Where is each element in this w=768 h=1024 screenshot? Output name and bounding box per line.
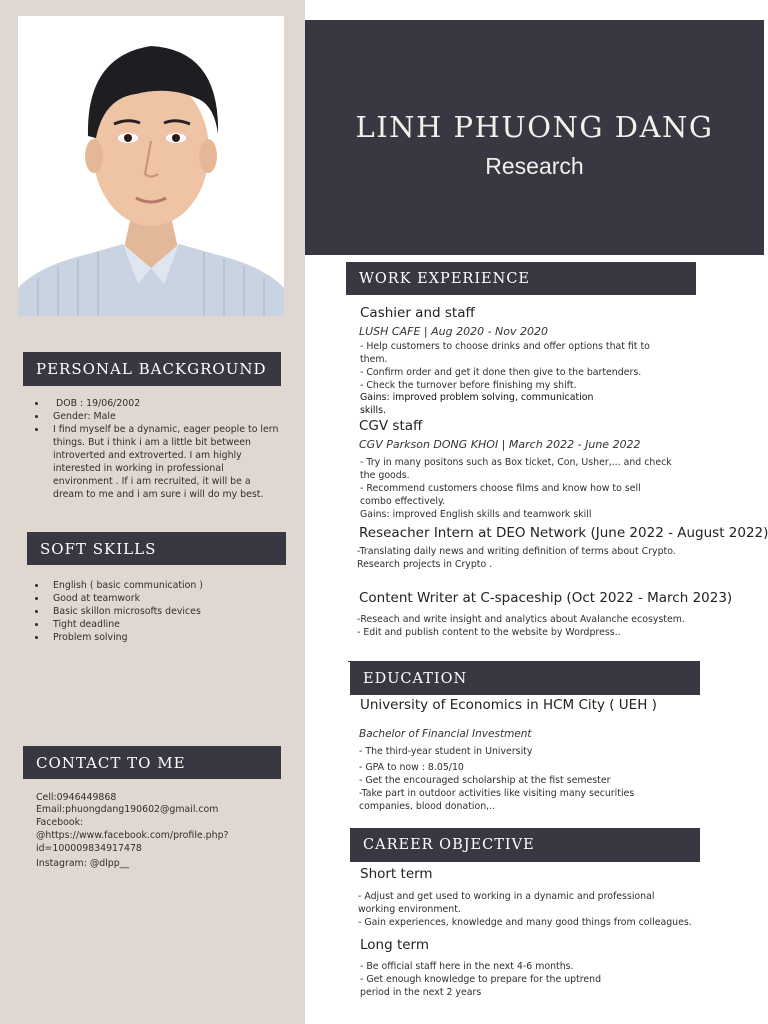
job-title: Reseacher Intern at DEO Network (June 2022 - August 2022) bbox=[359, 525, 768, 541]
short-term-title: Short term bbox=[360, 866, 433, 882]
portrait-image bbox=[18, 16, 284, 316]
education-description: - GPA to now : 8.05/10 - Get the encouraged scholarship at the fist semester -Take part in outdoor activities like visiting many securities companies, blood donation,.. bbox=[359, 762, 635, 812]
skill-item: Problem solving bbox=[34, 631, 282, 644]
job-gains: Gains: improved problem solving, communication skills. bbox=[360, 392, 594, 416]
job-meta: CGV Parkson DONG KHOI | March 2022 - June 2022 bbox=[359, 438, 641, 451]
education-heading: EDUCATION bbox=[350, 662, 700, 695]
degree-name: Bachelor of Financial Investment bbox=[359, 728, 532, 740]
education-line: - The third-year student in University bbox=[359, 746, 533, 757]
job-role: Research bbox=[485, 153, 584, 179]
long-term-title: Long term bbox=[360, 937, 430, 953]
dob-item: DOB : 19/06/2002 bbox=[34, 397, 282, 410]
short-term-description: - Adjust and get used to working in a dynamic and professional working environment. - Gain experiences, knowledge and many good things from colleagues. bbox=[358, 891, 692, 928]
profile-photo bbox=[18, 16, 284, 316]
job-title: CGV staff bbox=[359, 418, 423, 434]
skill-item: Basic skillon microsofts devices bbox=[34, 605, 282, 618]
job-title: Cashier and staff bbox=[360, 305, 475, 321]
job-description: - Try in many positons such as Box ticket, Con, Usher,... and check the goods. - Recommend customers choose films and know how to sell combo effectively. Gains: improved English skills and teamwork skill bbox=[360, 457, 672, 520]
soft-skills-heading: SOFT SKILLS bbox=[27, 532, 286, 565]
contact-heading: CONTACT TO ME bbox=[23, 746, 281, 779]
work-experience-heading: WORK EXPERIENCE bbox=[346, 262, 696, 295]
job-description: - Help customers to choose drinks and offer options that fit to them. - Confirm order and get it done then give to the bartenders. - Check the turnover before finishing my shift. bbox=[360, 341, 650, 391]
career-objective-heading: CAREER OBJECTIVE bbox=[350, 828, 700, 862]
header-banner bbox=[305, 20, 764, 255]
personal-background-heading: PERSONAL BACKGROUND bbox=[23, 352, 281, 386]
gender-item: Gender: Male bbox=[34, 410, 282, 423]
contact-email: Email:phuongdang190602@gmail.com bbox=[36, 804, 219, 815]
full-name: LINH PHUONG DANG bbox=[355, 110, 714, 144]
job-title: Content Writer at C-spaceship (Oct 2022 - March 2023) bbox=[359, 590, 733, 606]
about-item: I find myself be a dynamic, eager people to lern things. But i think i am a little bit between introverted and extroverted. I am highly interested in working in professional environment . If i am recruited, it will be a dream to me and i am sure i will do my best. bbox=[34, 423, 282, 501]
job-description: -Reseach and write insight and analytics about Avalanche ecosystem. - Edit and publish content to the website by Wordpress.. bbox=[357, 614, 685, 638]
skill-item: English ( basic communication ) bbox=[34, 579, 282, 592]
job-description: -Translating daily news and writing definition of terms about Crypto. Research projects in Crypto . bbox=[357, 546, 676, 570]
soft-skills-list bbox=[34, 579, 282, 644]
contact-phone: Cell:0946449868 bbox=[36, 792, 117, 803]
contact-instagram: Instagram: @dlpp__ bbox=[36, 858, 130, 869]
job-meta: LUSH CAFE | Aug 2020 - Nov 2020 bbox=[359, 325, 549, 338]
skill-item: Good at teamwork bbox=[34, 592, 282, 605]
skill-item: Tight deadline bbox=[34, 618, 282, 631]
personal-background-list bbox=[34, 397, 282, 501]
contact-facebook: Facebook: @https://www.facebook.com/profile.php? id=100009834917478 bbox=[36, 817, 229, 854]
school-name: University of Economics in HCM City ( UEH ) bbox=[360, 697, 657, 713]
long-term-description: - Be official staff here in the next 4-6 months. - Get enough knowledge to prepare for the uptrend period in the next 2 years bbox=[360, 961, 602, 998]
